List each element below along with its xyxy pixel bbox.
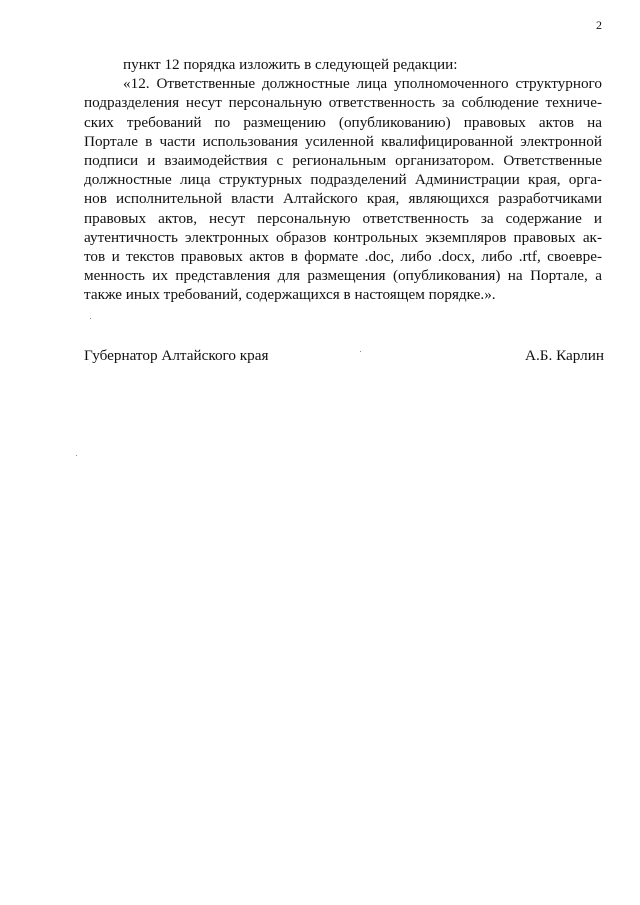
- scan-speck: [76, 455, 77, 456]
- body-text: [84, 55, 602, 304]
- text-line: менность их представления для размещения (опубликования) на Портале, а: [84, 267, 602, 285]
- scan-speck: [90, 318, 91, 319]
- page-number: 2: [596, 18, 602, 32]
- text-line: должностные лица структурных подразделений Администрации края, орга-: [84, 171, 602, 189]
- signatory-title: Губернатор Алтайского края: [84, 347, 269, 364]
- text-line: аутентичность электронных образов контрольных экземпляров правовых ак-: [84, 228, 602, 246]
- text-line: «12. Ответственные должностные лица уполномоченного структурного: [123, 75, 602, 93]
- text-line: тов и текстов правовых актов в формате .doc, либо .docx, либо .rtf, своевре-: [84, 247, 602, 265]
- text-line: нов исполнительной власти Алтайского края, являющихся разработчиками: [84, 190, 602, 208]
- text-line: подразделения несут персональную ответственность за соблюдение техниче-: [84, 94, 602, 112]
- text-line: подписи и взаимодействия с региональным организатором. Ответственные: [84, 151, 602, 169]
- text-line: Портале в части использования усиленной квалифицированной электронной: [84, 132, 602, 150]
- scan-speck: [360, 351, 361, 352]
- text-line: ских требований по размещению (опубликованию) правовых актов на: [84, 113, 602, 131]
- text-line: правовых актов, несут персональную ответственность за содержание и: [84, 209, 602, 227]
- text-line: также иных требований, содержащихся в настоящем порядке.».: [84, 286, 496, 304]
- text-line: пункт 12 порядка изложить в следующей редакции:: [123, 56, 458, 73]
- signatory-name: А.Б. Карлин: [525, 347, 604, 364]
